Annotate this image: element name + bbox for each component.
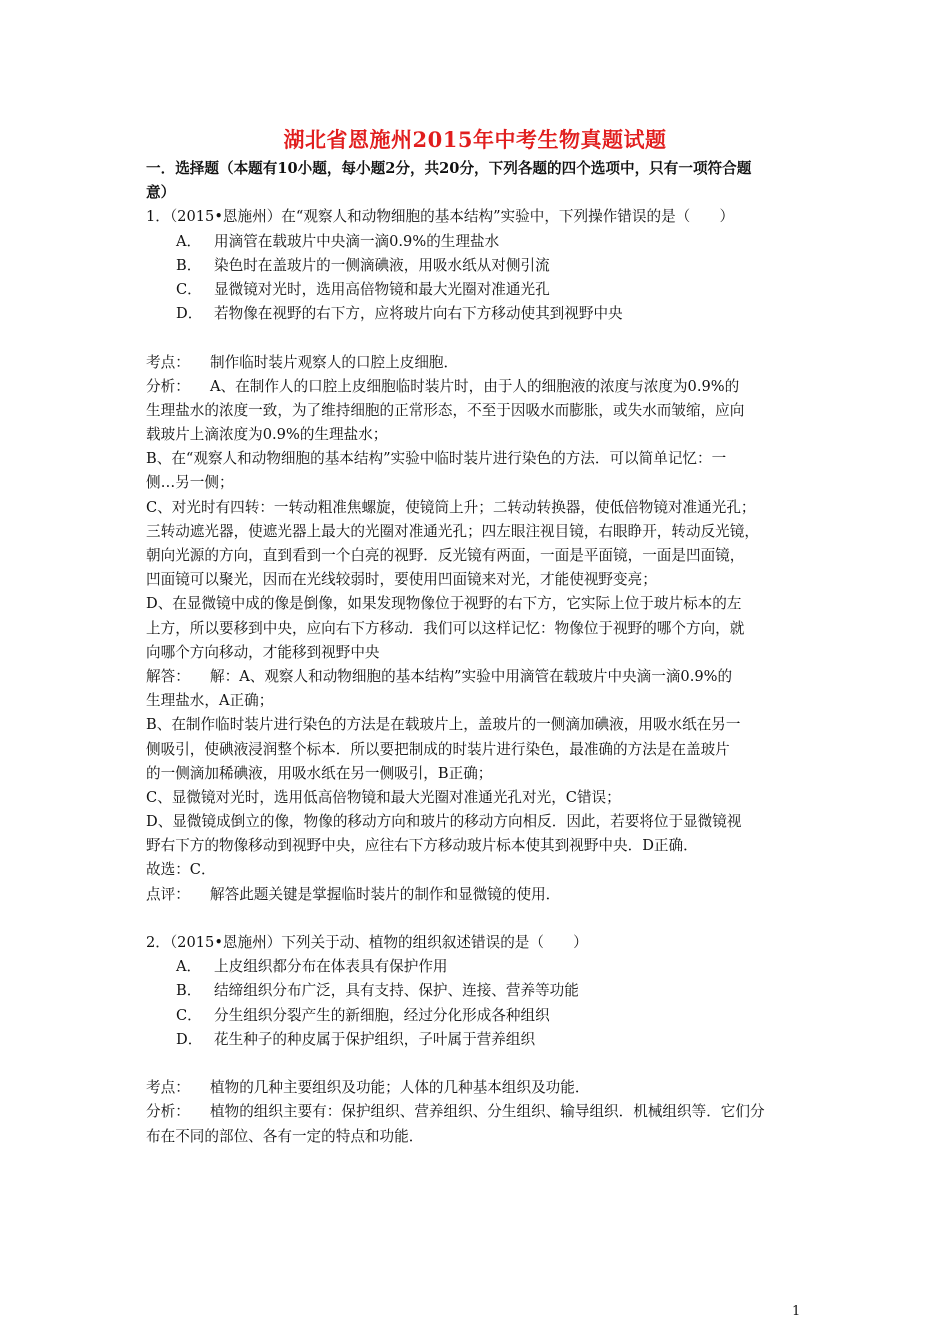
q1-jieda-line: 的一侧滴加稀碘液，用吸水纸在另一侧吸引，B正确； bbox=[146, 764, 493, 782]
kaodian-label: 考点： bbox=[146, 1079, 190, 1097]
q1-fenxi-line: 侧…另一侧； bbox=[146, 474, 234, 492]
option-label: A． bbox=[176, 232, 202, 250]
page-title: 湖北省恩施州2015年中考生物真题试题 bbox=[283, 127, 667, 152]
option-label: D． bbox=[176, 305, 203, 323]
q1-jieda-line: C、显微镜对光时，选用低高倍物镜和最大光圈对准通光孔对光，C错误； bbox=[146, 788, 621, 806]
fenxi-label: 分析： bbox=[146, 1103, 190, 1121]
q1-jieda-line: 野右下方的物像移动到视野中央，应往右下方移动玻片标本使其到视野中央．D正确． bbox=[146, 837, 698, 855]
q2-fenxi-line: 布在不同的部位、各有一定的特点和功能． bbox=[146, 1127, 424, 1145]
q1-fenxi-line: 向哪个方向移动，才能移到视野中央 bbox=[146, 643, 380, 661]
page-number: 1 bbox=[792, 1304, 801, 1319]
jieda-label: 解答： bbox=[146, 667, 190, 685]
option-text: 染色时在盖玻片的一侧滴碘液，用吸水纸从对侧引流 bbox=[214, 256, 550, 274]
q1-option-c bbox=[146, 278, 816, 302]
kaodian-label: 考点： bbox=[146, 353, 190, 371]
q1-dianping bbox=[146, 883, 816, 907]
dianping-text: 解答此题关键是掌握临时装片的制作和显微镜的使用． bbox=[210, 885, 561, 903]
question-2-stem: 2．（2015•恩施州）下列关于动、植物的组织叙述错误的是（ ） bbox=[146, 934, 588, 951]
option-label: B． bbox=[176, 256, 202, 274]
fenxi-label: 分析： bbox=[146, 377, 190, 395]
q1-jieda-line: 生理盐水，A正确； bbox=[146, 692, 274, 710]
q1-option-a bbox=[146, 230, 816, 254]
q2-kaodian bbox=[146, 1076, 816, 1100]
option-text: 显微镜对光时，选用高倍物镜和最大光圈对准通光孔 bbox=[214, 280, 550, 298]
option-label: A． bbox=[176, 958, 202, 976]
fenxi-text: 植物的组织主要有：保护组织、营养组织、分生组织、输导组织．机械组织等．它们分 bbox=[210, 1103, 765, 1121]
option-text: 用滴管在载玻片中央滴一滴0.9%的生理盐水 bbox=[214, 232, 500, 250]
question-1-stem: 1．（2015•恩施州）在“观察人和动物细胞的基本结构”实验中，下列操作错误的是（ ） bbox=[146, 208, 735, 226]
q1-option-b bbox=[146, 254, 816, 278]
kaodian-text: 植物的几种主要组织及功能；人体的几种基本组织及功能． bbox=[210, 1079, 590, 1097]
q1-kaodian bbox=[146, 351, 816, 375]
q1-fenxi-line: 凹面镜可以聚光，因而在光线较弱时，要使用凹面镜来对光，才能使视野变亮； bbox=[146, 571, 657, 589]
content-body bbox=[146, 157, 816, 1149]
option-label: B． bbox=[176, 982, 202, 1000]
q1-fenxi-line: D、在显微镜中成的像是倒像，如果发现物像位于视野的右下方，它实际上位于玻片标本的左 bbox=[146, 595, 742, 613]
fenxi-text: A、在制作人的口腔上皮细胞临时装片时，由于人的细胞液的浓度与浓度为0.9%的 bbox=[210, 377, 740, 395]
q1-fenxi-line: C、对光时有四转：一转动粗准焦螺旋，使镜筒上升；二转动转换器，使低倍物镜对准通光孔； bbox=[146, 498, 756, 516]
section-heading-line: 意） bbox=[146, 184, 176, 202]
q1-fenxi-line: 上方，所以要移到中央，应向右下方移动．我们可以这样记忆：物像位于视野的哪个方向，就 bbox=[146, 619, 745, 637]
q1-jieda-line: B、在制作临时装片进行染色的方法是在载玻片上，盖玻片的一侧滴加碘液，用吸水纸在另一 bbox=[146, 716, 741, 734]
q1-fenxi-line: 朝向光源的方向，直到看到一个白亮的视野．反光镜有两面，一面是平面镜，一面是凹面镜， bbox=[146, 547, 745, 564]
q1-fenxi-line: 三转动遮光器，使遮光器上最大的光圈对准通光孔；四左眼注视目镜，右眼睁开，转动反光镜， bbox=[146, 522, 759, 540]
option-text: 结缔组织分布广泛，具有支持、保护、连接、营养等功能 bbox=[214, 982, 579, 1000]
option-text: 分生组织分裂产生的新细胞，经过分化形成各种组织 bbox=[214, 1006, 550, 1024]
kaodian-text: 制作临时装片观察人的口腔上皮细胞． bbox=[210, 353, 459, 371]
section-heading-line: 一．选择题（本题有10小题，每小题2分，共20分，下列各题的四个选项中，只有一项符合题 bbox=[146, 160, 752, 177]
q1-fenxi-first bbox=[146, 375, 816, 399]
q1-fenxi-line: 生理盐水的浓度一致，为了维持细胞的正常形态，不至于因吸水而膨胀，或失水而皱缩，应向 bbox=[146, 401, 745, 419]
q1-jieda-line: 侧吸引，使碘液浸润整个标本．所以要把制成的时装片进行染色，最准确的方法是在盖玻片 bbox=[146, 740, 730, 758]
q1-fenxi-line: B、在“观察人和动物细胞的基本结构”实验中临时装片进行染色的方法．可以简单记忆：一 bbox=[146, 450, 727, 468]
q1-fenxi-line: 载玻片上滴浓度为0.9%的生理盐水； bbox=[146, 426, 388, 444]
option-label: C． bbox=[176, 1006, 202, 1024]
dianping-label: 点评： bbox=[146, 885, 190, 903]
q2-fenxi-first bbox=[146, 1100, 816, 1124]
q2-option-d bbox=[146, 1028, 816, 1052]
option-text: 花生种子的种皮属于保护组织，子叶属于营养组织 bbox=[214, 1030, 536, 1048]
option-label: C． bbox=[176, 280, 202, 298]
option-label: D． bbox=[176, 1030, 203, 1048]
q2-option-c bbox=[146, 1004, 816, 1028]
q2-option-b bbox=[146, 979, 816, 1003]
q1-jieda-first bbox=[146, 665, 816, 689]
q1-jieda-line: D、显微镜成倒立的像，物像的移动方向和玻片的移动方向相反．因此，若要将位于显微镜视 bbox=[146, 813, 742, 831]
option-text: 上皮组织都分布在体表具有保护作用 bbox=[214, 958, 448, 976]
q1-jieda-line: 故选：C． bbox=[146, 861, 216, 879]
q2-option-a bbox=[146, 955, 816, 979]
option-text: 若物像在视野的右下方，应将玻片向右下方移动使其到视野中央 bbox=[214, 305, 623, 323]
jieda-text: 解：A、观察人和动物细胞的基本结构”实验中用滴管在载玻片中央滴一滴0.9%的 bbox=[210, 667, 733, 685]
q1-option-d bbox=[146, 302, 816, 326]
